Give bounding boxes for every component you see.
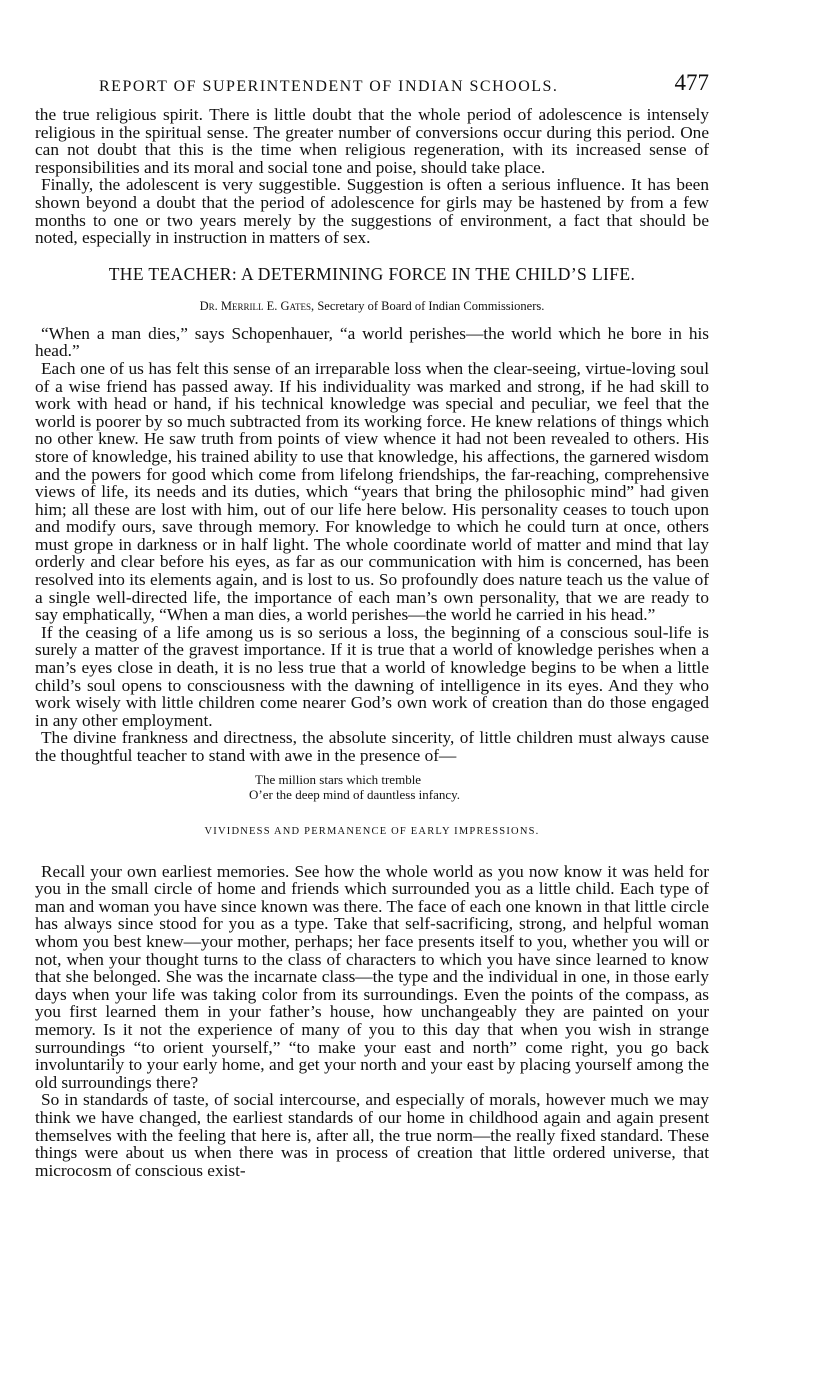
paragraph: If the ceasing of a life among us is so serious a loss, the beginning of a conscious soul-life is surely a matter of the gravest importance. If it is true that a world of knowledge perishes when a man’s eyes close in death, it is no less true that a world of knowledge begins to be when a little child’s soul opens to consciousness with the dawning of intelligence in its eyes. And they who work wisely with little children come nearer God’s own work of creation than do those engaged in any other employment.: [35, 622, 709, 730]
paragraph: Finally, the adolescent is very suggestible. Suggestion is often a serious influence. It has been shown beyond a doubt that the period of adolescence for girls may be hastened by from a few months to one or two years merely by the suggestions of environment, a fact that should be noted, especially in instruction in matters of sex.: [35, 175, 709, 248]
running-header: [35, 70, 709, 106]
paragraph: So in standards of taste, of social intercourse, and especially of morals, however much we may think we have changed, the earliest standards of our home in childhood again and again present themselves with the feeling that here is, after all, the true norm—the really fixed standard. These things were about us when there was in process of creation that little ordered universe, that microcosm of conscious exist-: [35, 1090, 709, 1180]
author-byline: [35, 299, 709, 314]
paragraph-continued: the true religious spirit. There is little doubt that the whole period of adolescence is intensely religious in the spiritual sense. The greater number of conversions occur during this period. One can not doubt that this is the time when religious regeneration, with its increased sense of responsibilities and its moral and social tone and poise, should take place.: [35, 105, 709, 177]
page-number: 477: [674, 70, 709, 95]
verse-line: O’er the deep mind of dauntless infancy.: [249, 786, 461, 802]
author-name: Dr. Merrill E. Gates,: [199, 298, 315, 313]
author-role: Secretary of Board of Indian Commissioners.: [317, 298, 545, 313]
verse-line: The million stars which tremble: [255, 771, 422, 787]
document-page: [35, 70, 709, 1179]
paragraph: Recall your own earliest memories. See how the whole world as you now know it was held for you in the small circle of home and friends which surrounded you as a little child. Each type of man and woman you have since known was there. The face of each one known in that little circle has always since stood for you as a type. Take that self-sacrificing, strong, and helpful woman whom you best knew—your mother, perhaps; her face presents itself to you, whether you will or not, when your thought turns to the class of characters to which you have since learned to know that she belonged. She was the incarnate class—the type and the individual in one, in those early days when your life was taking color from its surroundings. Even the points of the compass, as you first learned them in your father’s house, how unchangeably they are painted on your memory. Is it not the experience of many of you to this day that when you wish in strange surroundings “to orient yourself,” “to make your east and north” come right, you go back involuntarily to your early home, and get your north and your east by placing yourself among the old surroundings there?: [35, 861, 709, 1092]
paragraph: The divine frankness and directness, the absolute sincerity, of little children must always cause the thoughtful teacher to stand with awe in the presence of—: [35, 728, 709, 765]
verse-quote: [249, 771, 709, 802]
running-title: REPORT OF SUPERINTENDENT OF INDIAN SCHOOLS.: [99, 78, 559, 95]
paragraph: “When a man dies,” says Schopenhauer, “a world perishes—the world which he bore in his head.”: [35, 323, 709, 361]
subheading: VIVIDNESS AND PERMANENCE OF EARLY IMPRESSIONS.: [204, 825, 540, 837]
section-title: THE TEACHER: A DETERMINING FORCE IN THE CHILD’S LIFE.: [108, 263, 636, 284]
paragraph: Each one of us has felt this sense of an irreparable loss when the clear-seeing, virtue-loving soul of a wise friend has passed away. If his individuality was marked and strong, if he had skill to work with head or hand, if his technical knowledge was special and peculiar, we feel that the world is poorer by so much subtracted from its working force. He knew relations of things which no other knew. He saw truth from points of view whence it had not been revealed to others. His store of knowledge, his trained ability to use that knowledge, his affections, the garnered wisdom and the powers for good which come from lifelong friendships, the far-reaching, comprehensive views of life, its needs and its duties, which “years that bring the philosophic mind” had given him; all these are lost with him, out of our life here below. His personality ceases to touch upon and modify ours, save through memory. For knowledge to which he could turn at once, others must grope in darkness or in half light. The whole coordinate world of matter and mind that lay orderly and clear before his eyes, as far as our communication with him is concerned, has been resolved into its elements again, and is lost to us. So profoundly does nature teach us the value of a single well-directed life, the importance of each man’s own personality, that we are ready to say emphatically, “When a man dies, a world perishes—the world he carried in his head.”: [35, 358, 709, 625]
